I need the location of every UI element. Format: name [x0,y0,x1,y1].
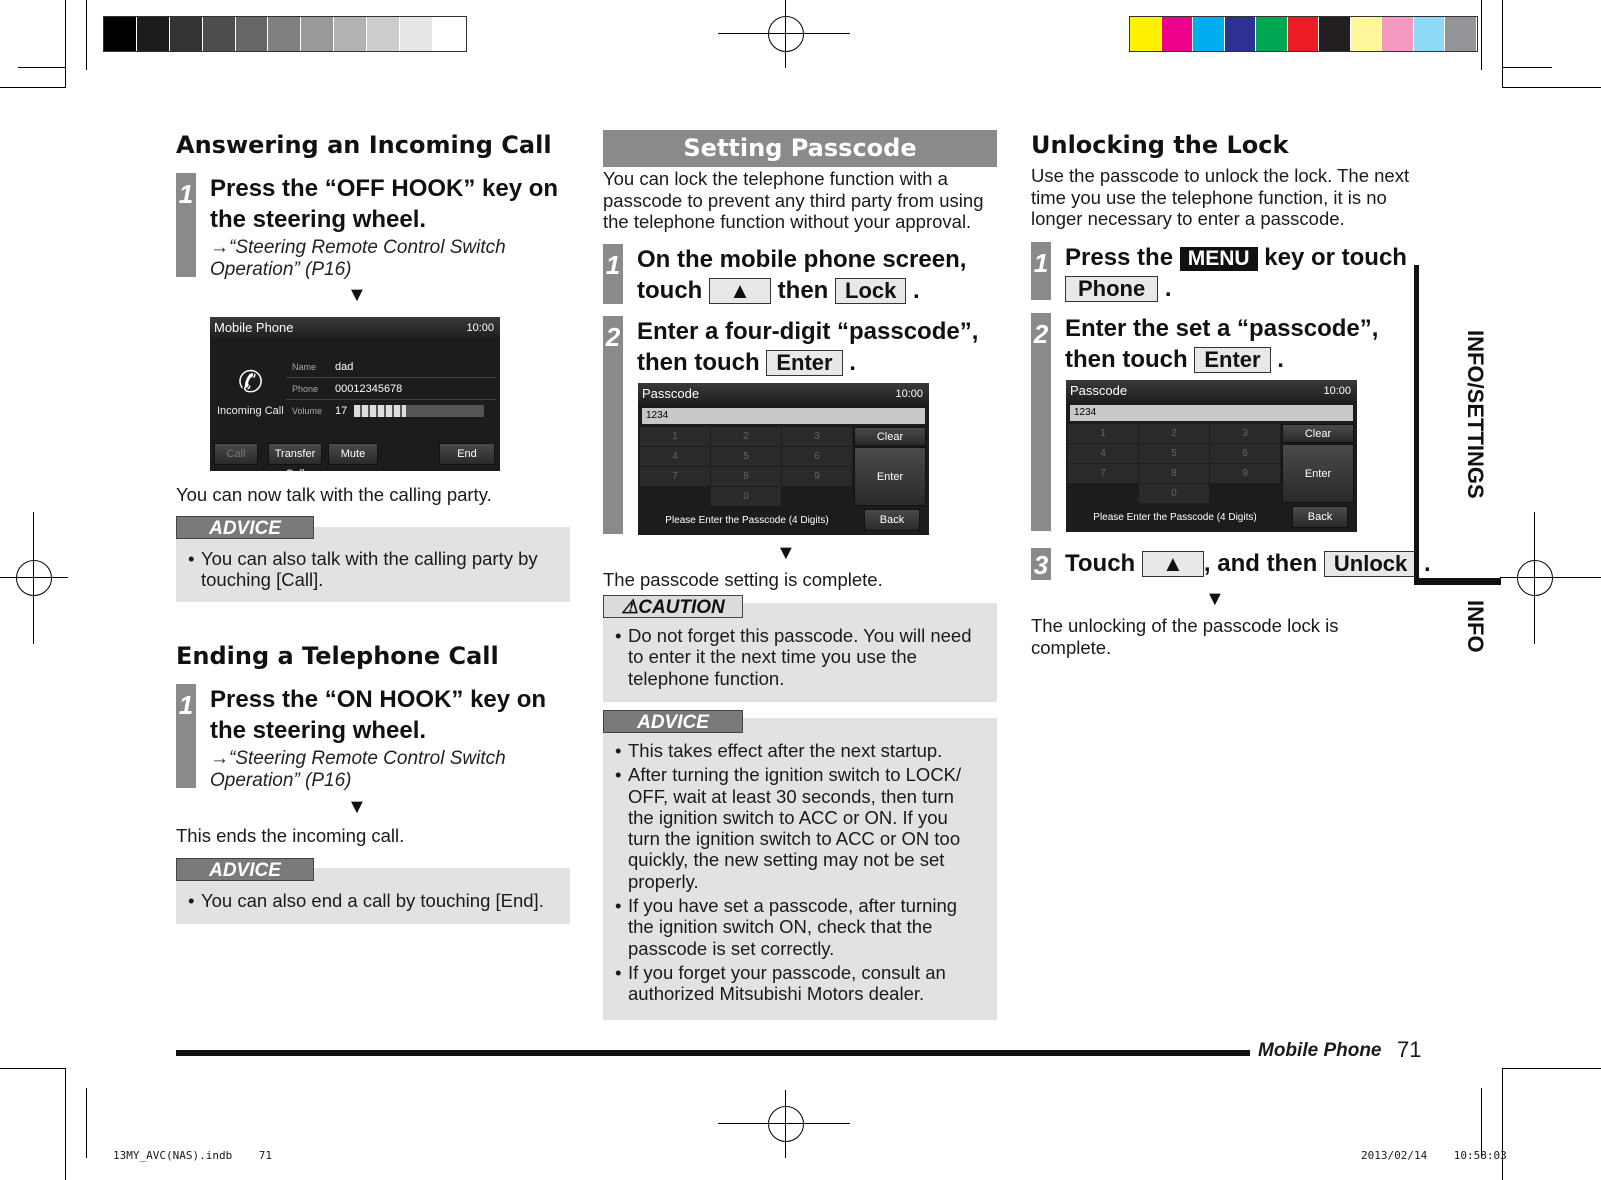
step-text: key or touch [1264,244,1407,271]
advice-item: • You can also end a call by touching [End]. [176,890,570,911]
keypad-key[interactable]: 8 [1139,464,1209,483]
intro-line: longer necessary to enter a passcode. [1031,208,1345,229]
intro-line: Use the passcode to unlock the lock. The next [1031,165,1410,186]
side-tab-info[interactable]: INFO [1463,600,1488,653]
side-tab-info-settings[interactable]: INFO/SETTINGS [1463,330,1488,499]
step-number: 1 [603,244,623,304]
keypad-key[interactable]: 2 [1139,424,1209,443]
gray-swatch [334,17,367,51]
unlock-step-3 [1031,548,1431,582]
keypad-key[interactable]: 0 [1139,484,1209,503]
color-swatch [1382,17,1414,51]
call-status: Incoming Call [217,405,284,417]
down-arrow-icon: ▼ [776,542,796,564]
keypad-key[interactable]: 8 [711,467,781,486]
name-label: Name [292,362,317,372]
color-swatch [1130,17,1162,51]
keypad-key[interactable]: 1 [640,427,710,446]
keypad-key[interactable]: 9 [1210,464,1280,483]
passcode-step-1 [603,244,1003,304]
result-line: complete. [1031,636,1112,658]
step-number: 2 [1031,313,1051,531]
end-result: This ends the incoming call. [176,825,405,846]
caution-label [603,595,743,618]
gray-swatch [137,17,170,51]
passcode-input[interactable]: 1234 [642,408,925,424]
passcode-prompt: Please Enter the Passcode (4 Digits) [1093,512,1257,523]
advice-item: • After turning the ignition switch to LOCK/ OFF, wait at least 30 seconds, then turn the ignition switch to ACC or ON. If you turn the ignition switch to ACC or ON too quickly, the new setting may not be set properly. [603,764,983,892]
color-swatch [1414,17,1446,51]
step-text: . [1277,346,1284,373]
color-swatch [1351,17,1383,51]
keypad-key[interactable]: 5 [711,447,781,466]
end-title: Ending a Telephone Call [176,642,499,670]
end-button[interactable]: End [439,443,495,465]
step-line: On the mobile phone screen, [637,246,967,273]
passcode-advice-box [603,718,997,1020]
passcode-prompt: Please Enter the Passcode (4 Digits) [665,515,829,526]
file-slug: 13MY_AVC(NAS).indb 71 [113,1149,272,1162]
step-text: . [913,277,920,304]
name-value: dad [335,361,354,373]
volume-value: 17 [335,405,348,417]
passcode-screen [1066,380,1357,532]
unlock-key[interactable]: Unlock [1324,551,1417,577]
step-text: then touch [637,349,760,376]
phone-key[interactable]: Phone [1065,276,1158,302]
volume-bar[interactable] [354,405,484,417]
footer-rule [176,1050,1250,1056]
step-line: Press the “OFF HOOK” key on [210,175,559,202]
step-text: Touch [1065,550,1136,577]
keypad-key[interactable]: 3 [1210,424,1280,443]
warning-icon: ⚠ [621,597,639,618]
phone-handset-icon: ✆ [238,366,264,399]
incoming-call-screen [210,317,500,480]
enter-button[interactable]: Enter [854,447,926,506]
keypad-key[interactable]: 7 [640,467,710,486]
enter-button[interactable]: Enter [1282,444,1354,503]
step-line: Enter a four-digit “passcode”, [637,318,979,345]
end-step [176,684,566,789]
step-text: then touch [1065,346,1188,373]
step-text: touch [637,277,703,304]
gray-swatch [433,17,466,51]
color-swatch [1225,17,1257,51]
unlocking-title: Unlocking the Lock [1031,131,1289,159]
color-swatch [1319,17,1351,51]
keypad-key[interactable]: 0 [711,487,781,506]
advice-label: ADVICE [603,710,743,733]
result-line: The unlocking of the passcode lock is [1031,615,1339,636]
down-arrow-icon: ▼ [1205,588,1225,610]
keypad-key[interactable]: 2 [711,427,781,446]
clear-button[interactable]: Clear [854,427,926,446]
advice-item: • If you forget your passcode, consult an authorized Mitsubishi Motors dealer. [603,962,983,1005]
step-text: , and then [1203,550,1318,577]
step-text: Press the [1065,244,1174,271]
grayscale-bar [103,16,467,52]
keypad-key[interactable]: 3 [782,427,852,446]
color-swatch [1288,17,1320,51]
enter-key[interactable]: Enter [1194,347,1270,373]
gray-swatch [268,17,301,51]
phone-value: 00012345678 [335,383,403,395]
step-number: 1 [176,684,196,788]
lock-key[interactable]: Lock [835,278,906,304]
page-number: 71 [1397,1037,1422,1062]
advice-item: • This takes effect after the next startup. [603,740,983,761]
back-button[interactable]: Back [864,509,920,531]
gray-swatch [104,17,137,51]
caution-text: CAUTION [638,597,725,618]
step-text: . [1164,275,1172,302]
step-line: the steering wheel. [210,717,427,744]
advice-label: ADVICE [176,516,314,539]
up-arrow-key[interactable]: ▲ [1142,551,1204,577]
advice-label: ADVICE [176,858,314,881]
menu-key[interactable]: MENU [1180,247,1258,271]
intro-line: You can lock the telephone function with a [603,168,948,189]
screen-time: 10:00 [1323,385,1351,397]
footer-section: Mobile Phone [1258,1040,1382,1061]
step-text: . [1423,550,1431,577]
enter-key[interactable]: Enter [766,350,842,376]
screen-title: Passcode [642,386,700,401]
keypad-key[interactable]: 4 [640,447,710,466]
answer-step [176,173,566,278]
gray-swatch [236,17,269,51]
gray-swatch [301,17,334,51]
answer-result: You can now talk with the calling party. [176,484,492,505]
step-line: Press the “ON HOOK” key on [210,686,547,713]
passcode-screen [638,383,929,535]
step-text: then [777,277,829,304]
screen-time: 10:00 [895,388,923,400]
step-number: 1 [176,173,196,277]
answer-title: Answering an Incoming Call [176,131,552,159]
screen-title: Mobile Phone [214,320,294,335]
keypad-key[interactable]: 4 [1068,444,1138,463]
keypad-key[interactable]: 5 [1139,444,1209,463]
screen-title: Passcode [1070,383,1128,398]
keypad-key[interactable]: 1 [1068,424,1138,443]
caution-item: • Do not forget this passcode. You will need to enter it the next time you use the telephone function. [603,625,987,689]
intro-line: time you use the telephone function, it is no [1031,186,1387,208]
volume-label: Volume [292,406,323,416]
clear-button[interactable]: Clear [1282,424,1354,443]
transfer-call-button[interactable]: Transfer Call [268,443,322,465]
advice-item: • You can also talk with the calling party by touching [Call]. [176,548,570,591]
advice-item: • If you have set a passcode, after turning the ignition switch ON, check that the passcode is set correctly. [603,895,983,959]
keypad-key[interactable]: 6 [1210,444,1280,463]
down-arrow-icon: ▼ [347,796,367,818]
mute-button[interactable]: Mute [328,443,378,465]
process-color-bar [1129,16,1478,52]
setting-passcode-title: Setting Passcode [603,130,997,167]
unlock-step-1 [1031,242,1431,302]
passcode-header [1066,380,1357,402]
step-number: 1 [1031,242,1051,300]
up-arrow-key[interactable]: ▲ [709,278,771,304]
keypad-key[interactable]: 9 [782,467,852,486]
print-timestamp: 2013/02/14 10:58:03 [1361,1149,1507,1162]
passcode-result: The passcode setting is complete. [603,569,883,590]
reference-line: Operation” (P16) [210,770,352,791]
intro-line: the telephone function without your approval. [603,211,972,232]
gray-swatch [367,17,400,51]
step-number: 3 [1031,548,1051,580]
back-button[interactable]: Back [1292,506,1348,528]
passcode-header [638,383,929,405]
color-swatch [1445,17,1477,51]
reference-line: →“Steering Remote Control Switch [210,748,506,769]
color-swatch [1162,17,1194,51]
gray-swatch [400,17,433,51]
intro-line: passcode to prevent any third party from using [603,189,984,211]
call-button[interactable]: Call [214,443,258,465]
passcode-input[interactable]: 1234 [1070,405,1353,421]
keypad-key[interactable]: 6 [782,447,852,466]
gray-swatch [170,17,203,51]
step-line: Enter the set a “passcode”, [1065,315,1379,342]
gray-swatch [203,17,236,51]
reference-line: →“Steering Remote Control Switch [210,237,506,258]
step-text: . [849,349,856,376]
color-swatch [1193,17,1225,51]
screen-time: 10:00 [466,322,494,334]
step-number: 2 [603,316,623,534]
reference-line: Operation” (P16) [210,259,352,280]
keypad-key[interactable]: 7 [1068,464,1138,483]
step-line: the steering wheel. [210,206,427,233]
phone-label: Phone [292,384,319,394]
down-arrow-icon: ▼ [347,284,367,306]
color-swatch [1256,17,1288,51]
